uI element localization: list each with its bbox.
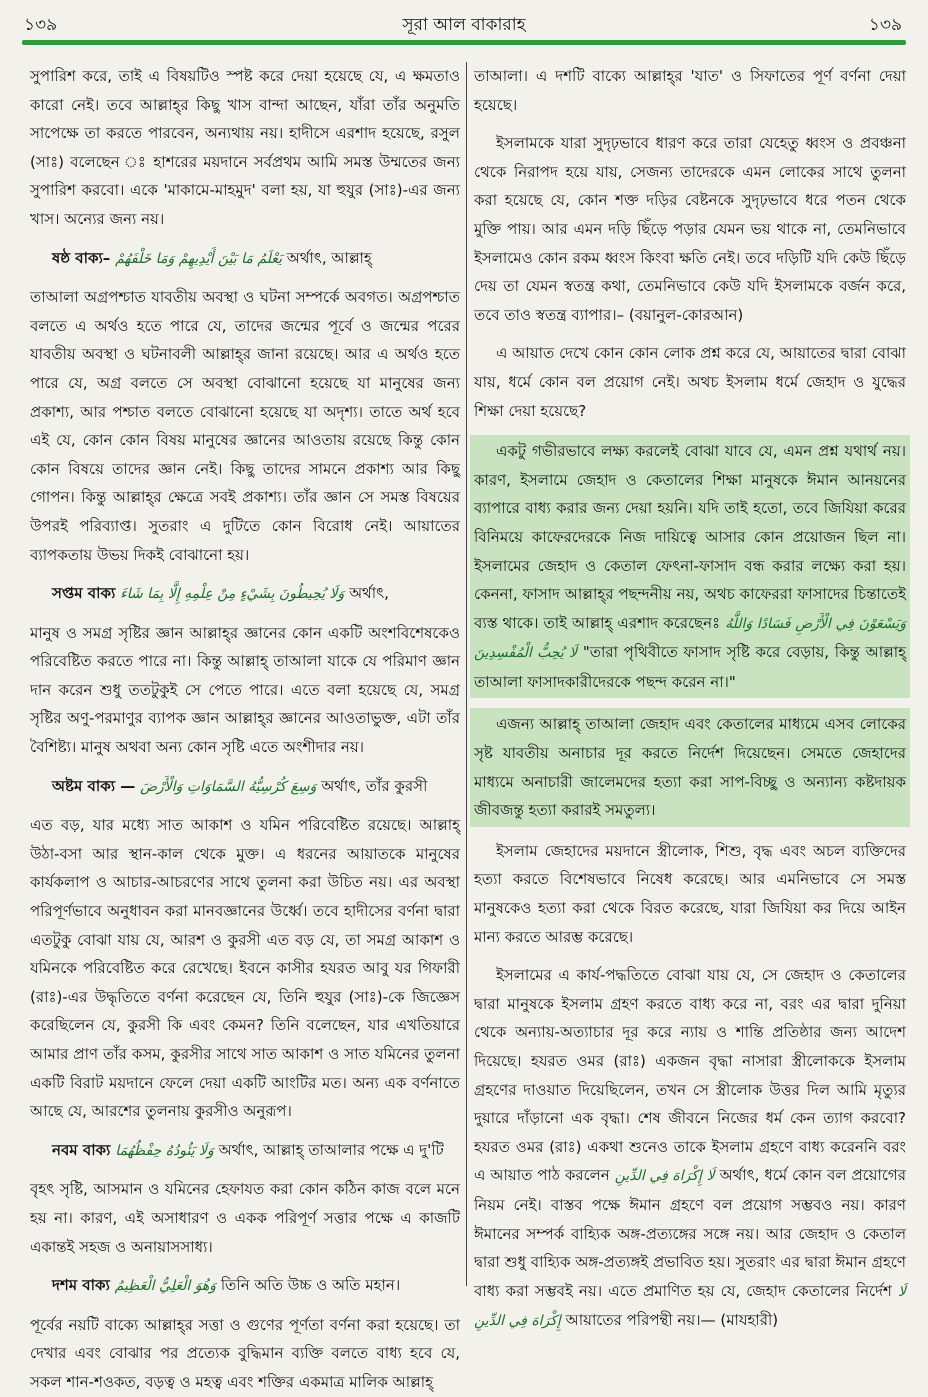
verse-line-ninth: [30, 1136, 460, 1166]
paragraph: বৃহৎ সৃষ্টি, আসমান ও যমিনের হেফাযত করা কোন কঠিন কাজ বলে মনে হয় না। কারণ, এই অসাধারণ ও একক পরিপূর্ণ সত্তার পক্ষে এ কাজটি একান্তই সহজ ও অনায়াসসাধ্য।: [30, 1180, 460, 1256]
verse-label: অষ্টম বাক্য —: [52, 776, 136, 795]
paragraph: ইসলাম জেহাদের ময়দানে স্ত্রীলোক, শিশু, বৃদ্ধ এবং অচল ব্যক্তিদের হত্যা করতে বিশেষভাবে নিষেধ করেছে। আর এমনিভাবে সে সমস্ত মানুষকেও হত্যা করা থেকে বিরত করেছে, যারা জিযিয়া কর দিয়ে আইন মান্য করতে আরম্ভ করেছে।: [474, 841, 906, 946]
verse-tail: অর্থাৎ, আল্লাহ্‌ তাআলার পক্ষে এ দু'টি: [218, 1140, 444, 1159]
paragraph: [474, 961, 906, 1336]
paragraph-text: "তারা পৃথিবীতে ফাসাদ সৃষ্টি করে বেড়ায়, কিন্তু আল্লাহ্‌ তাআলা ফাসাদকারীদেরকে পছন্দ করেন না।": [474, 643, 906, 691]
arabic-text: وَسِعَ كُرْسِيُّهُ السَّمَاوَاتِ وَالْأَرْضَ: [140, 778, 317, 795]
verse-label: সপ্তম বাক্য: [52, 584, 116, 603]
page-header: [0, 0, 928, 46]
verse-line-tenth: [30, 1271, 460, 1301]
paragraph-text: একটু গভীরভাবে লক্ষ্য করলেই বোঝা যাবে যে, এমন প্রশ্ন যথার্থ নয়। কারণ, ইসলামে জেহাদ ও কেতালের শিক্ষা মানুষকে ঈমান আনয়নের ব্যাপারে বাধ্য করার জন্য দেয়া হয়নি। যদি তাই হতো, তবে জিযিয়া করের বিনিময়ে কাফেরদেরকে নিজ দায়িত্বে আসার কোন প্রয়োজন ছিল না। ইসলামের জেহাদ ও কেতাল ফেৎনা-ফাসাদ বন্ধ করার লক্ষ্যে করা হয়। কেননা, ফাসাদ আল্লাহ্‌র পছন্দনীয় নয়, অথচ কাফেররা ফাসাদের চিন্তাতেই ব্যস্ত থাকে। তাই আল্লাহ্‌ এরশাদ করেছেনঃ: [474, 442, 906, 632]
verse-label: নবম বাক্য: [52, 1140, 111, 1159]
paragraph: তাআলা অগ্রপশ্চাত যাবতীয় অবস্থা ও ঘটনা সম্পর্কে অবগত। অগ্রপশ্চাত বলতে এ অর্থও হতে পারে যে, তাদের জন্মের পূর্বে ও জন্মের পরের যাবতীয় অবস্থা ও ঘটনাবলী আল্লাহ্‌র জানা রয়েছে। আর এ অর্থও হতে পারে যে, অগ্র বলতে সে অবস্থা বোঝানো হয়েছে যা মানুষের জন্য প্রকাশ্য, আর পশ্চাত বলতে বোঝানো হয়েছে যা অদৃশ্য। তাতে অর্থ হবে এই যে, কোন কোন বিষয় মানুষের জ্ঞানের আওতায় রয়েছে কিন্তু কোন কোন বিষয়ে তাদের জ্ঞান নেই। কিছু তাদের সামনে প্রকাশ্য আর কিছু গোপন। কিন্তু আল্লাহ্‌র ক্ষেত্রে সবই প্রকাশ্য। তাঁর জ্ঞান সে সমস্ত বিষয়ের উপরই পরিব্যাপ্ত। সুতরাং এ দুটিতে কোন বিরোধ নেই। আয়াতের ব্যাপকতায় উভয় দিকই বোঝানো হয়।: [30, 288, 460, 564]
verse-line-seventh: [30, 579, 460, 609]
paragraph-text: ইসলামের এ কার্য-পদ্ধতিতে বোঝা যায় যে, সে জেহাদ ও কেতালের দ্বারা মানুষকে ইসলাম গ্রহণ করতে বাধ্য করে না, বরং এর দ্বারা দুনিয়া থেকে অন্যায়-অত্যাচার দূর করে ন্যায় ও শান্তি প্রতিষ্ঠার জন্য আদেশ দিয়েছে। হযরত ওমর (রাঃ) একজন বৃদ্ধা নাসারা স্ত্রীলোককে ইসলাম গ্রহণের দাওয়াত দিয়েছিলেন, তখন সে স্ত্রীলোক উত্তর দিল আমি মৃত্যুর দুয়ারে দাঁড়ানো এক বৃদ্ধা। শেষ জীবনে নিজের ধর্ম কেন ত্যাগ করবো? হযরত ওমর (রাঃ) একথা শুনেও তাকে ইসলাম গ্রহণে বাধ্য করেননি বরং এ আয়াত পাঠ করলেন: [474, 966, 906, 1185]
page-number-left: ১৩৯: [24, 15, 58, 35]
highlighted-paragraph: [470, 435, 910, 698]
verse-line-eighth: [30, 772, 460, 802]
arabic-text: لَا إِكْرَاهَ فِي الدِّينِ: [474, 1283, 906, 1330]
arabic-text: وَهُوَ الْعَلِيُّ الْعَظِيمُ: [114, 1278, 217, 1295]
column-divider: [466, 62, 467, 1286]
paragraph: মানুষ ও সমগ্র সৃষ্টির জ্ঞান আল্লাহ্‌র জ্ঞানের কোন একটি অংশবিশেষকেও পরিবেষ্টিত করতে পারে না। কিন্তু আল্লাহ্‌ তাআলা যাকে যে পরিমাণ জ্ঞান দান করেন শুধু ততটুকুই সে পেতে পারে। এতে বলা হয়েছে যে, সমগ্র সৃষ্টির অণু-পরমাণুর ব্যাপক জ্ঞান আল্লাহ্‌র জ্ঞানের আওতাভুক্ত, এটা তাঁর বৈশিষ্ট্য। মানুষ অথবা অন্য কোন সৃষ্টি এতে অংশীদার নয়।: [30, 623, 460, 757]
surah-title: সূরা আল বাকারাহ: [402, 15, 526, 35]
arabic-text: يَعْلَمُ مَا بَيْنَ أَيْدِيهِمْ وَمَا خَلْفَهُمْ: [115, 250, 282, 267]
left-column: [30, 62, 460, 1391]
paragraph-text: আয়াতের পরিপন্থী নয়।— (মাযহারী): [565, 1311, 779, 1330]
paragraph: পূর্বের নয়টি বাক্যে আল্লাহ্‌র সত্তা ও গুণের পূর্ণতা বর্ণনা করা হয়েছে। তা দেখার এবং বোঝার পর প্রত্যেক বুদ্ধিমান ব্যক্তি বলতে বাধ্য হবে যে, সকল শান-শওকত, বড়ত্ব ও মহত্ব এবং শক্তির একমাত্র মালিক আল্লাহ্‌: [30, 1315, 460, 1391]
verse-tail: অর্থাৎ, তাঁর কুরসী: [321, 776, 428, 795]
arabic-text: وَيَسْعَوْنَ فِي الْأَرْضِ فَسَادًا وَاللَّهُ لَا يُحِبُّ الْمُفْسِدِينَ: [474, 615, 906, 662]
verse-line-sixth: [30, 244, 460, 274]
paragraph: এ আয়াত দেখে কোন কোন লোক প্রশ্ন করে যে, আয়াতের দ্বারা বোঝা যায়, ধর্মে কোন বল প্রয়োগ নেই। অথচ ইসলাম ধর্মে জেহাদ ও যুদ্ধের শিক্ষা দেয়া হয়েছে?: [474, 344, 906, 420]
arabic-text: وَلَا يُحِيطُونَ بِشَيْءٍ مِنْ عِلْمِهِ إِلَّا بِمَا شَاءَ: [120, 586, 345, 603]
paragraph: সুপারিশ করে, তাই এ বিষয়টিও স্পষ্ট করে দেয়া হয়েছে যে, এ ক্ষমতাও কারো নেই। তবে আল্লাহ্‌র কিছু খাস বান্দা আছেন, যাঁরা তাঁর অনুমতি সাপেক্ষে তা করতে পারবেন, অন্যথায় নয়। হাদীসে এরশাদ হয়েছে, রসুল (সাঃ) বলেছেন ঃ হাশরের ময়দানে সর্বপ্রথম আমি সমস্ত উম্মতের জন্য সুপারিশ করবো। একে 'মাকামে-মাহমুদ' বলা হয়, যা হুযুর (সাঃ)-এর জন্য খাস। অন্যের জন্য নয়।: [30, 67, 460, 228]
right-column: [474, 62, 906, 1330]
verse-tail: অর্থাৎ, আল্লাহ্‌: [286, 248, 372, 267]
verse-label: ষষ্ঠ বাক্য–: [52, 248, 111, 267]
arabic-text: لَا إِكْرَاهَ فِي الدِّينِ: [614, 1168, 715, 1185]
paragraph: তাআলা। এ দশটি বাক্যে আল্লাহ্‌র 'যাত' ও সিফাতের পূর্ণ বর্ণনা দেয়া হয়েছে।: [474, 67, 906, 114]
paragraph: এত বড়, যার মধ্যে সাত আকাশ ও যমিন পরিবেষ্টিত রয়েছে। আল্লাহ্‌ উঠা-বসা আর স্থান-কাল থেকে মুক্ত। এ ধরনের আয়াতকে মানুষের কার্যকলাপ ও আচার-আচরণের সাথে তুলনা করা উচিত নয়। এর অবস্থা পরিপূর্ণভাবে অনুধাবন করা মানবজ্ঞানের উর্ধ্বে। তবে হাদীসের বর্ণনা দ্বারা এতটুকু বোঝা যায় যে, আরশ ও কুরসী এত বড় যে, তা সমগ্র আকাশ ও যমিনকে পরিবেষ্টিত করে রেখেছে। ইবনে কাসীর হযরত আবু যর গিফারী (রাঃ)-এর উদ্ধৃতিতে বর্ণনা করেছেন যে, তিনি হুযুর (সাঃ)-কে জিজ্ঞেস করেছিলেন যে, কুরসী কি এবং কেমন? তিনি বলেছেন, যার এখতিয়ারে আমার প্রাণ তাঁর কসম, কুরসীর সাথে সাত আকাশ ও সাত যমিনের তুলনা একটি বিরাট ময়দানে ফেলে দেয়া একটি আংটির মত। অন্য এক বর্ণনাতে আছে যে, আরশের তুলনায় কুরসীও অনুরূপ।: [30, 816, 460, 1121]
paragraph: ইসলামকে যারা সুদৃঢ়ভাবে ধারণ করে তারা যেহেতু ধ্বংস ও প্রবঞ্চনা থেকে নিরাপদ হয়ে যায়, সেজন্য তাদেরকে এমন লোকের সাথে তুলনা করা হয়েছে যে, কোন শক্ত দড়ির বেষ্টনকে সুদৃঢ়ভাবে ধরে পতন থেকে মুক্তি পায়। আর এমন দড়ি ছিঁড়ে পড়ার যেমন ভয় থাকে না, তেমনিভাবে ইসলামেও কোন রকম ধ্বংস কিংবা ক্ষতি নেই। তবে দড়িটি যদি কেউ ছিঁড়ে দেয় তা যেমন স্বতন্ত্র কথা, তেমনিভাবে কেউ যদি ইসলামকে বর্জন করে, তবে তাও স্বতন্ত্র ব্যাপার।– (বয়ানুল-কোরআন): [474, 134, 906, 324]
verse-tail: অর্থাৎ,: [349, 584, 389, 603]
highlighted-paragraph: এজন্য আল্লাহ্‌ তাআলা জেহাদ এবং কেতালের মাধ্যমে এসব লোকের সৃষ্ট যাবতীয় অনাচার দূর করতে নির্দেশ দিয়েছেন। সেমতে জেহাদের মাধ্যমে অনাচারী জালেমদের হত্যা করা সাপ-বিচ্ছু ও অন্যান্য কষ্টদায়ক জীবজন্তু হত্যা করারই সমতুল্য।: [470, 708, 910, 826]
verse-label: দশম বাক্য: [52, 1276, 110, 1295]
page-number-right: ১৩৯: [868, 15, 902, 35]
header-rule: [22, 40, 906, 45]
paragraph-text: অর্থাৎ, ধর্মে কোন বল প্রয়োগের নিয়ম নেই। বাস্তব পক্ষে ঈমান গ্রহণে বল প্রয়োগ সম্ভবও নয়। কারণ ঈমানের সম্পর্ক বাহ্যিক অঙ্গ-প্রত্যঙ্গের সঙ্গে নয়। আর জেহাদ ও কেতাল দ্বারা শুধু বাহ্যিক অঙ্গ-প্রত্যঙ্গই প্রভাবিত হয়। সুতরাং এর দ্বারা ঈমান গ্রহণে বাধ্য করা সম্ভবই নয়। এতে প্রমাণিত হয় যে, জেহাদ কেতালের নির্দেশ: [474, 1166, 906, 1300]
verse-tail: তিনি অতি উচ্চ ও অতি মহান।: [220, 1276, 401, 1295]
arabic-text: وَلَا يَئُودُهُ حِفْظُهُمَا: [115, 1142, 214, 1159]
